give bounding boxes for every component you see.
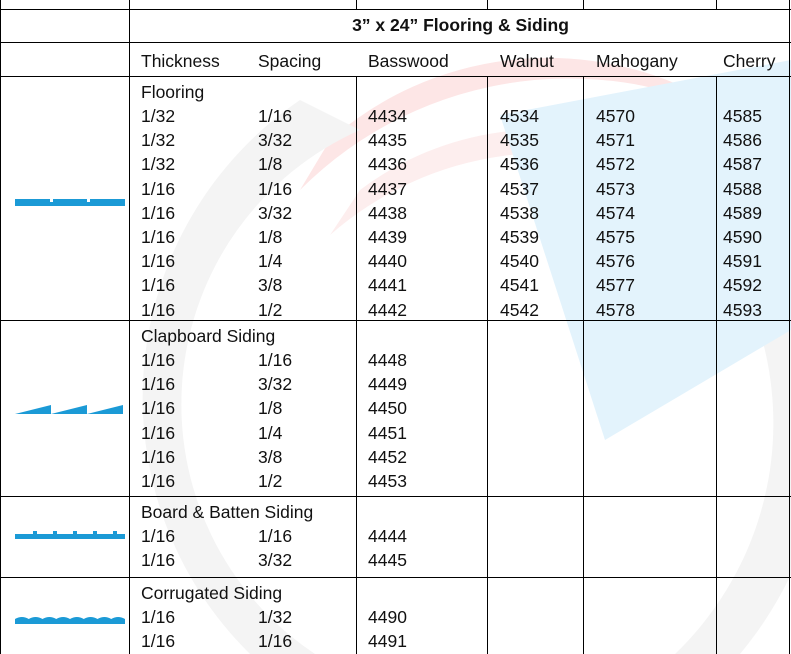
table-cell: 4538: [500, 202, 539, 223]
table-cell: 4575: [596, 226, 635, 247]
board-batten-profile-icon: [15, 530, 125, 540]
board-batten-spacing-column: [258, 524, 292, 572]
column-divider: [487, 76, 488, 654]
table-cell: 1/32: [141, 106, 176, 126]
table-cell: 4534: [500, 106, 539, 126]
section-divider: [0, 496, 791, 497]
table-cell: 4435: [368, 130, 407, 151]
table-cell: 1/16: [258, 631, 293, 652]
flooring-cherry-column: [723, 104, 762, 322]
table-cell: 1/16: [141, 251, 176, 272]
column-header-cherry: Cherry: [723, 51, 776, 71]
table-cell: 1/16: [258, 178, 293, 199]
icon-column-border: [129, 0, 130, 654]
table-cell: 1/8: [258, 398, 283, 419]
flooring-walnut-column: [500, 104, 539, 322]
clapboard-basswood-column: [368, 348, 407, 493]
column-divider: [487, 0, 488, 9]
table-cell: 1/16: [141, 470, 176, 491]
table-cell: 4587: [723, 154, 762, 175]
table-cell: 1/16: [141, 446, 176, 467]
table-cell: 4452: [368, 446, 407, 467]
table-cell: 1/16: [141, 526, 176, 546]
table-cell: 4576: [596, 251, 635, 272]
table-cell: 4437: [368, 178, 407, 199]
corrugated-profile-icon: [15, 614, 125, 624]
column-header-walnut: Walnut: [500, 51, 554, 71]
table-cell: 4577: [596, 275, 635, 296]
flooring-mahogany-column: [596, 104, 635, 322]
column-divider: [356, 76, 357, 654]
column-divider: [583, 0, 584, 9]
table-cell: 1/16: [141, 202, 176, 223]
table-cell: 1/16: [258, 350, 293, 370]
table-cell: 3/32: [258, 550, 293, 571]
table-cell: 4436: [368, 154, 407, 175]
column-header-spacing: Spacing: [258, 51, 322, 71]
corrugated-spacing-column: [258, 605, 292, 653]
table-cell: 1/32: [141, 130, 176, 151]
section-title-clapboard: Clapboard Siding: [141, 326, 276, 346]
table-cell: 4453: [368, 470, 407, 491]
table-cell: 1/16: [141, 422, 176, 443]
flooring-thickness-column: [141, 104, 175, 322]
table-cell: 3/32: [258, 130, 293, 151]
table-cell: 4574: [596, 202, 635, 223]
table-cell: 4541: [500, 275, 539, 296]
table-cell: 1/16: [141, 226, 176, 247]
column-header-mahogany: Mahogany: [596, 51, 678, 71]
table-cell: 4586: [723, 130, 762, 151]
table-cell: 1/8: [258, 154, 283, 175]
table-cell: 4448: [368, 350, 407, 370]
table-cell: 4536: [500, 154, 539, 175]
right-border: [789, 0, 790, 654]
table-cell: 4542: [500, 299, 539, 320]
clapboard-profile-icon: [15, 401, 125, 415]
table-cell: 1/4: [258, 251, 283, 272]
table-cell: 1/8: [258, 226, 283, 247]
table-cell: 4589: [723, 202, 762, 223]
table-cell: 1/16: [141, 350, 176, 370]
corrugated-basswood-column: [368, 605, 407, 653]
column-header-basswood: Basswood: [368, 51, 449, 71]
table-cell: 4445: [368, 550, 407, 571]
table-cell: 3/32: [258, 202, 293, 223]
table-cell: 4585: [723, 106, 762, 126]
table-cell: 1/2: [258, 299, 283, 320]
table-cell: 4441: [368, 275, 407, 296]
table-cell: 4591: [723, 251, 762, 272]
table-cell: 3/8: [258, 275, 283, 296]
header-divider: [0, 42, 791, 43]
table-cell: 1/4: [258, 422, 283, 443]
table-cell: 4592: [723, 275, 762, 296]
table-cell: 1/16: [258, 106, 293, 126]
table-cell: 1/16: [141, 398, 176, 419]
table-cell: 3/32: [258, 374, 293, 395]
left-border: [0, 0, 1, 654]
column-divider: [716, 0, 717, 9]
table-cell: 4444: [368, 526, 407, 546]
table-cell: 4491: [368, 631, 407, 652]
section-title-flooring: Flooring: [141, 82, 205, 102]
clapboard-thickness-column: [141, 348, 175, 493]
clapboard-spacing-column: [258, 348, 292, 493]
table-cell: 4578: [596, 299, 635, 320]
section-divider: [0, 577, 791, 578]
table-cell: 4571: [596, 130, 635, 151]
table-cell: 1/16: [141, 299, 176, 320]
table-cell: 4590: [723, 226, 762, 247]
table-title: 3” x 24” Flooring & Siding: [352, 15, 569, 35]
table-cell: 4439: [368, 226, 407, 247]
table-cell: 4539: [500, 226, 539, 247]
table-cell: 4588: [723, 178, 762, 199]
table-cell: 4535: [500, 130, 539, 151]
table-cell: 1/16: [141, 275, 176, 296]
column-divider: [356, 0, 357, 9]
column-divider: [583, 76, 584, 654]
table-cell: 1/16: [141, 178, 176, 199]
table-cell: 4537: [500, 178, 539, 199]
table-cell: 4450: [368, 398, 407, 419]
table-cell: 1/32: [141, 154, 176, 175]
table-cell: 1/16: [141, 374, 176, 395]
table-cell: 4438: [368, 202, 407, 223]
table-cell: 1/16: [141, 607, 176, 627]
table-cell: 4540: [500, 251, 539, 272]
column-header-thickness: Thickness: [141, 51, 220, 71]
table-cell: 1/2: [258, 470, 283, 491]
board-batten-basswood-column: [368, 524, 407, 572]
flooring-profile-icon: [15, 197, 125, 207]
flooring-basswood-column: [368, 104, 407, 322]
corrugated-thickness-column: [141, 605, 175, 653]
section-title-board-batten: Board & Batten Siding: [141, 502, 314, 522]
table-cell: 4570: [596, 106, 635, 126]
table-cell: 1/16: [258, 526, 293, 546]
board-batten-thickness-column: [141, 524, 175, 572]
section-title-corrugated: Corrugated Siding: [141, 583, 283, 603]
table-cell: 1/32: [258, 607, 293, 627]
table-cell: 4593: [723, 299, 762, 320]
table-cell: 1/16: [141, 550, 176, 571]
flooring-spacing-column: [258, 104, 292, 322]
table-cell: 4442: [368, 299, 407, 320]
table-cell: 4449: [368, 374, 407, 395]
column-divider: [716, 76, 717, 654]
table-cell: 4572: [596, 154, 635, 175]
table-cell: 4490: [368, 607, 407, 627]
table-cell: 3/8: [258, 446, 283, 467]
column-header-divider: [0, 76, 791, 77]
table-cell: 1/16: [141, 631, 176, 652]
table-cell: 4573: [596, 178, 635, 199]
table-cell: 4451: [368, 422, 407, 443]
table-cell: 4434: [368, 106, 407, 126]
table-cell: 4440: [368, 251, 407, 272]
